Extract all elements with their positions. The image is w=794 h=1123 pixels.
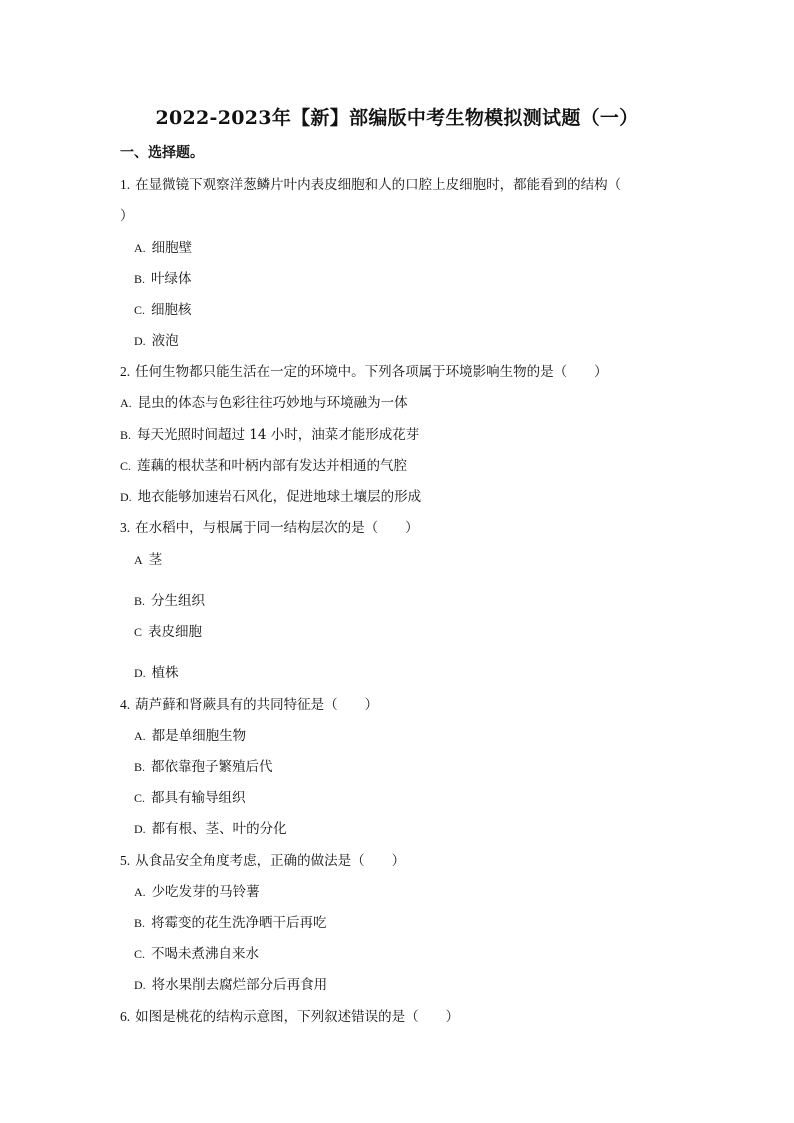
option-text: 莲藕的根状茎和叶柄内部有发达并相通的气腔 [137,458,408,474]
question-2-option-a [120,394,408,412]
option-text: 都有根、茎、叶的分化 [151,821,287,837]
option-text: 将霉变的花生洗净晒干后再吃 [151,915,327,931]
question-text: 在显微镜下观察洋葱鳞片叶内表皮细胞和人的口腔上皮细胞时，都能看到的结构（ [135,177,622,193]
question-5 [120,852,405,870]
option-text: 细胞核 [151,302,192,318]
question-text: 任何生物都只能生活在一定的环境中。下列各项属于环境影响生物的是（ ） [135,364,608,380]
option-text: 分生组织 [151,593,206,609]
question-3-option-a [134,551,162,569]
option-letter: A [134,553,143,567]
option-text: 地衣能够加速岩石风化，促进地球土壤层的形成 [137,489,422,505]
option-text: 都依靠孢子繁殖后代 [151,759,273,775]
question-number: 1. [120,177,131,192]
option-text: 不喝未煮沸自来水 [151,946,260,962]
question-number: 6. [120,1009,131,1024]
question-3-option-c [134,623,202,641]
option-letter: A. [120,396,132,410]
option-letter: D. [134,822,146,836]
option-letter: C [134,625,143,639]
question-3-option-d [134,664,179,682]
option-letter: A. [134,885,146,899]
option-letter: B. [134,272,146,286]
question-5-option-b [134,914,327,932]
option-text: 昆虫的体态与色彩往往巧妙地与环境融为一体 [137,395,408,411]
option-text: 都是单细胞生物 [151,728,247,744]
option-text: 表皮细胞 [148,624,203,640]
option-text: 少吃发芽的马铃薯 [151,884,260,900]
question-1-option-d [134,332,179,350]
option-letter: C. [134,791,146,805]
question-1-option-a [134,239,192,257]
question-number: 3. [120,520,131,535]
option-text: 每天光照时间超过 14 小时，油菜才能形成花芽 [137,427,420,443]
question-2 [120,363,608,381]
question-number: 2. [120,364,131,379]
question-text: 从食品安全角度考虑，正确的做法是（ ） [135,853,406,869]
option-letter: D. [134,978,146,992]
option-text: 细胞壁 [151,240,193,256]
option-letter: A. [134,729,146,743]
option-letter: A. [134,241,146,255]
question-5-option-a [134,883,260,901]
option-text: 液泡 [151,333,179,349]
option-letter: C. [134,303,146,317]
question-5-option-c [134,945,259,963]
question-4-option-c [134,789,246,807]
question-2-option-b [120,426,419,444]
option-letter: D. [134,334,146,348]
option-letter: B. [120,428,132,442]
question-1-option-b [134,270,192,288]
option-letter: C. [134,947,146,961]
question-3 [120,519,419,537]
question-2-option-d [120,488,421,506]
option-text: 都具有输导组织 [151,790,246,806]
question-text: 葫芦藓和肾蕨具有的共同特征是（ ） [135,697,379,713]
question-number: 4. [120,697,131,712]
option-text: 茎 [148,552,163,568]
option-letter: B. [134,916,146,930]
question-4-option-a [134,727,246,745]
option-letter: D. [120,490,132,504]
question-4-option-d [134,820,287,838]
section-heading: 一、选择题。 [120,145,204,161]
option-text: 植株 [151,665,179,681]
question-text: 如图是桃花的结构示意图，下列叙述错误的是（ ） [135,1009,460,1025]
question-1-continuation: ） [120,208,134,224]
question-1-option-c [134,301,192,319]
option-text: 叶绿体 [151,271,192,287]
option-letter: B. [134,760,146,774]
option-letter: B. [134,594,146,608]
question-5-option-d [134,976,327,994]
document-title: 2022-2023年【新】部编版中考生物模拟测试题（一） [155,107,639,129]
question-1 [120,176,621,194]
question-4-option-b [134,758,273,776]
option-text: 将水果削去腐烂部分后再食用 [151,977,328,993]
question-4 [120,696,378,714]
option-letter: C. [120,459,132,473]
question-number: 5. [120,853,131,868]
question-text: 在水稻中，与根属于同一结构层次的是（ ） [135,520,419,536]
question-3-option-b [134,592,205,610]
question-2-option-c [120,457,407,475]
option-letter: D. [134,666,146,680]
question-6 [120,1008,459,1026]
